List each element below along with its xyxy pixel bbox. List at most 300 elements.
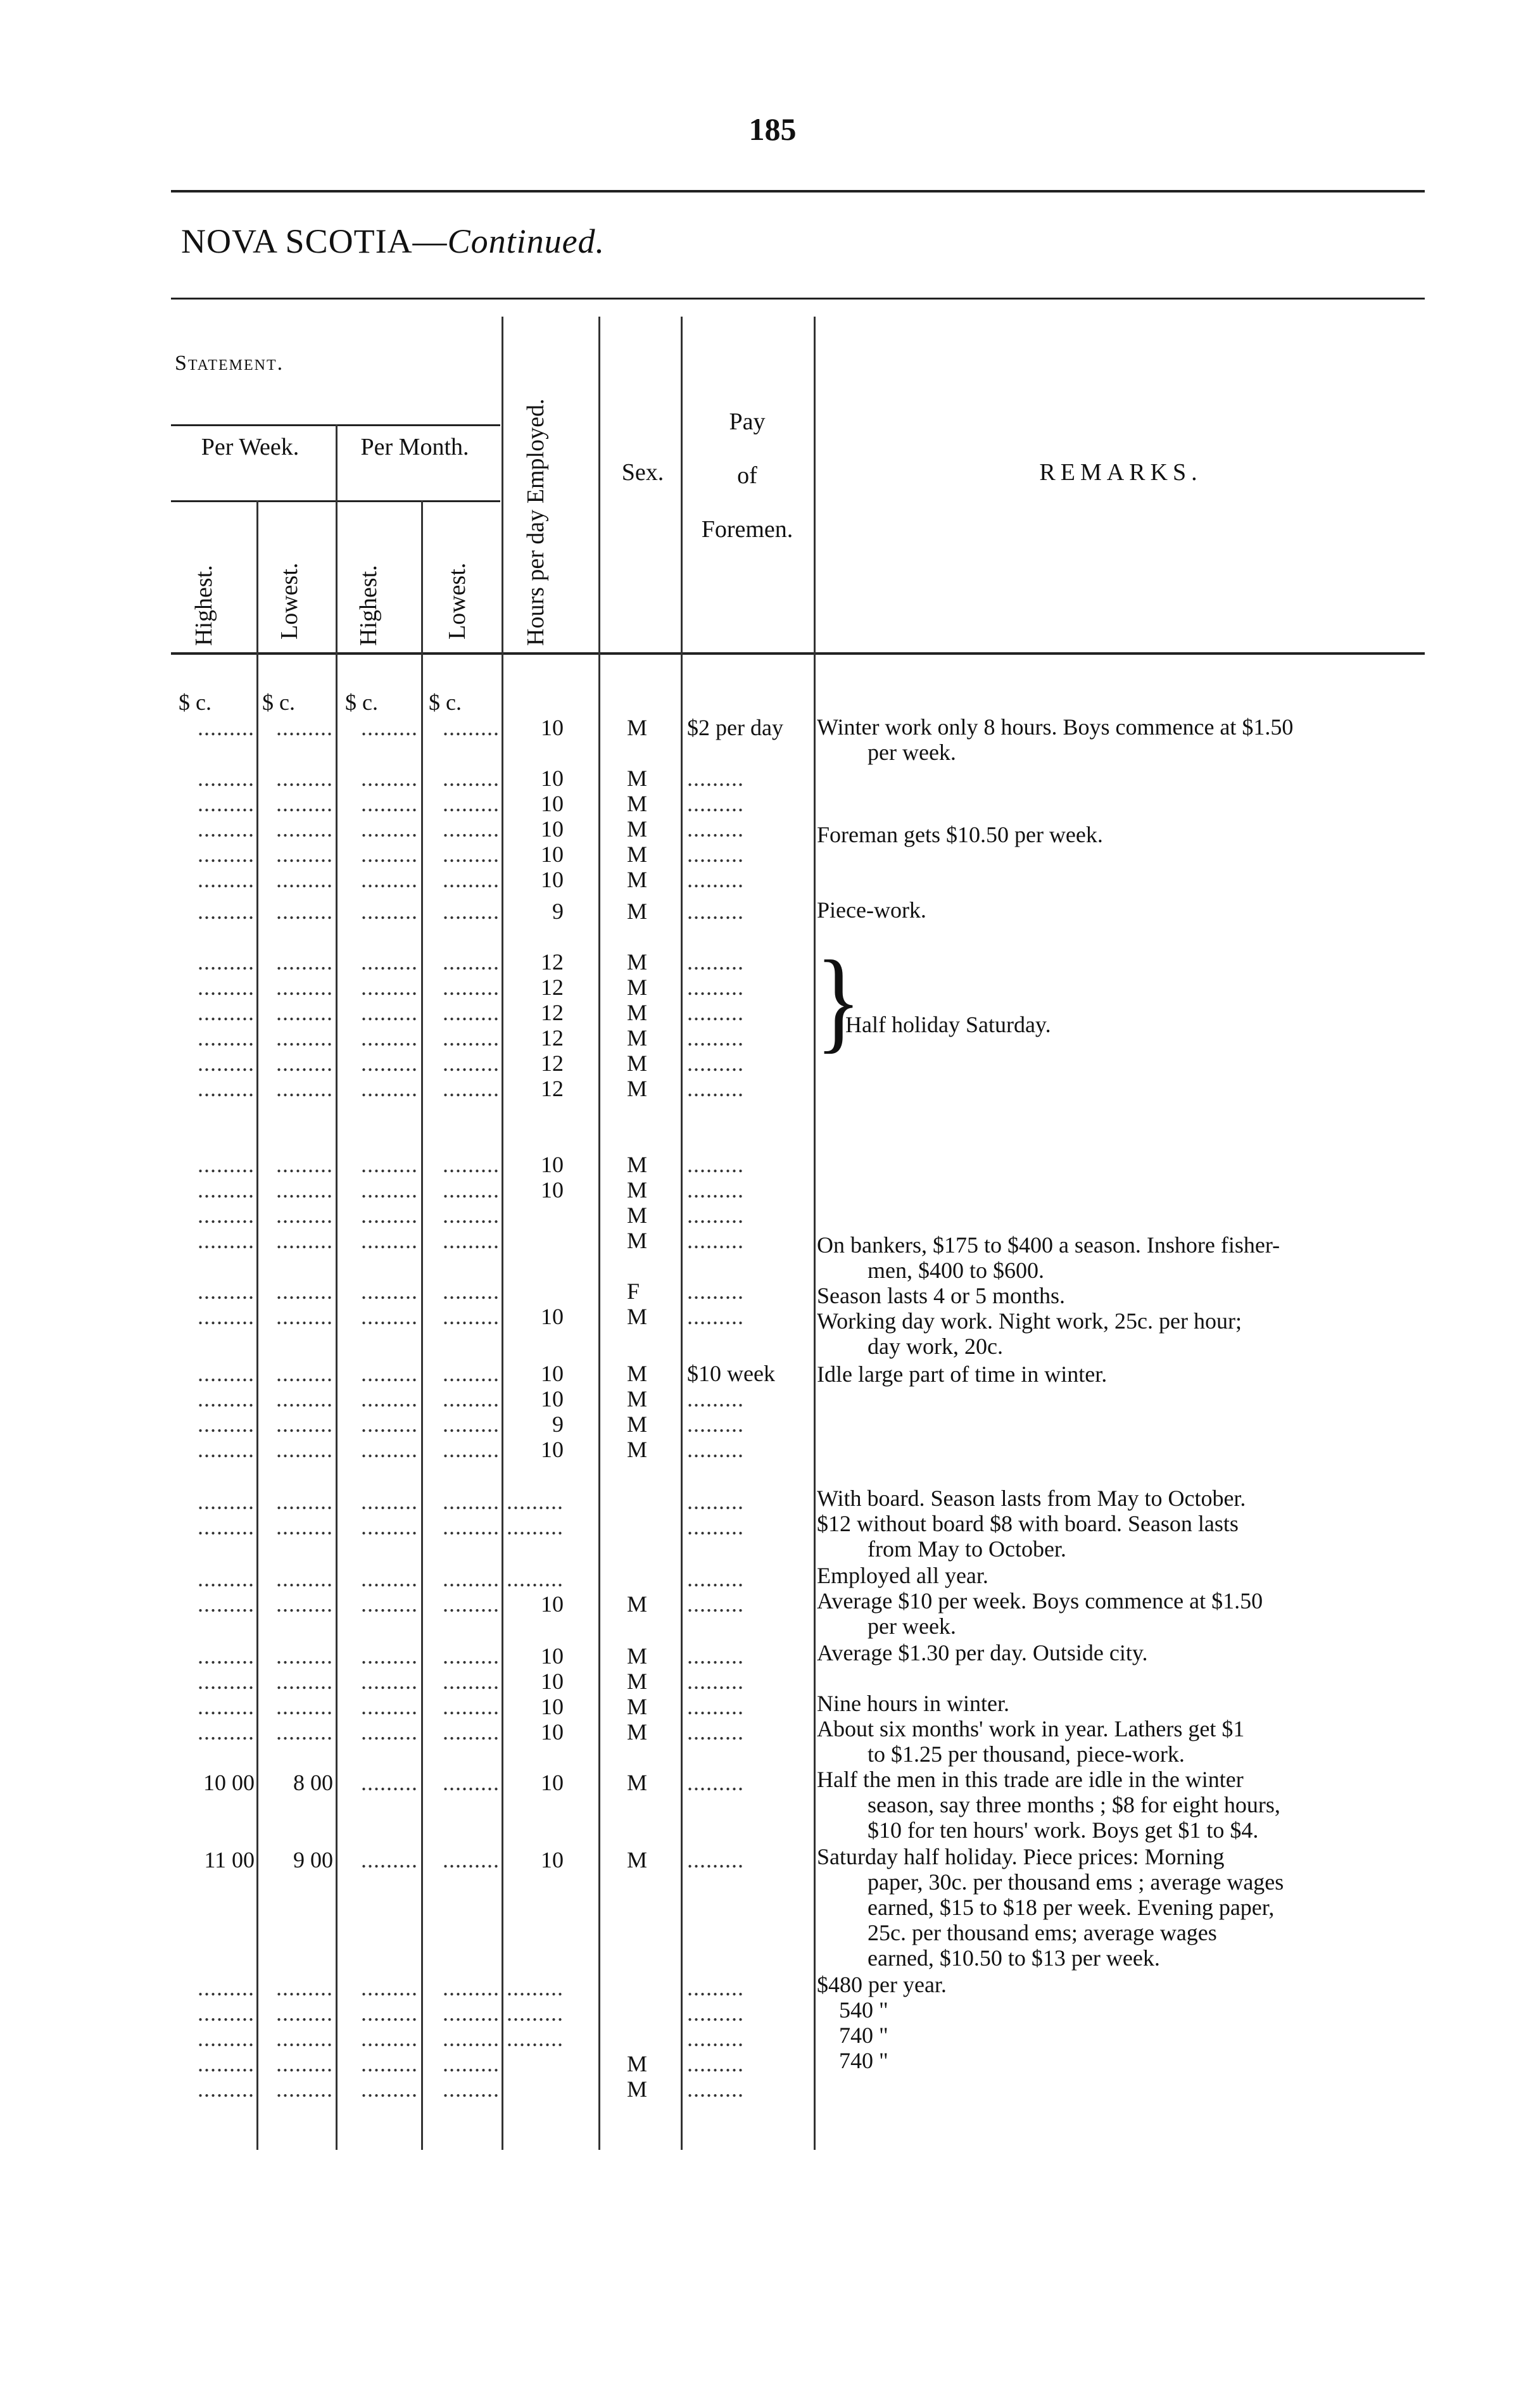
cell-sex: M (627, 1152, 648, 1177)
cell-week-low: ......... (276, 899, 333, 924)
cell-month-low: ......... (443, 1669, 500, 1694)
cell-hours: 10 (541, 1177, 564, 1203)
hours-header: Hours per day Employed. (522, 398, 549, 646)
cell-month-low: ......... (443, 1566, 500, 1591)
cell-foremen: ......... (687, 1386, 744, 1412)
cell-month-high: ......... (361, 2076, 418, 2102)
cell-month-high: ......... (361, 975, 418, 1000)
cell-hours: 12 (541, 1000, 564, 1025)
cell-hours: ......... (507, 2000, 564, 2026)
cell-week-low: ......... (276, 766, 333, 791)
cell-month-low: ......... (443, 1975, 500, 2000)
cell-hours: 9 (552, 899, 564, 924)
cell-week-low: ......... (276, 791, 333, 816)
col-rule-5 (598, 317, 600, 2150)
remark: Nine hours in winter. (817, 1691, 1009, 1716)
cell-month-high: ......... (361, 816, 418, 842)
cell-sex: M (627, 1000, 648, 1025)
cell-hours: 10 (541, 791, 564, 816)
cell-hours: 10 (541, 1770, 564, 1795)
sex-header: Sex. (621, 459, 664, 486)
cell-foremen: ......... (687, 1669, 744, 1694)
cell-hours: ......... (507, 1514, 564, 1539)
cell-week-high: ......... (198, 2026, 255, 2051)
bracket: } (816, 937, 861, 1064)
cell-month-low: ......... (443, 949, 500, 975)
cell-month-high: ......... (361, 1694, 418, 1719)
cell-month-high: ......... (361, 1361, 418, 1386)
cell-month-high: ......... (361, 1279, 418, 1304)
page-title: NOVA SCOTIA—Continued. (181, 222, 605, 260)
cell-foremen: ......... (687, 1412, 744, 1437)
pay-foremen-header-1: Pay (729, 408, 766, 435)
cell-week-high: ......... (198, 867, 255, 892)
cell-month-low: ......... (443, 1643, 500, 1669)
col-rule-6 (681, 317, 683, 2150)
cell-foremen: ......... (687, 1514, 744, 1539)
cell-month-low: ......... (443, 2051, 500, 2076)
cell-sex: M (627, 1177, 648, 1203)
cell-hours: 10 (541, 766, 564, 791)
cell-foremen: ......... (687, 1279, 744, 1304)
cell-month-high: ......... (361, 1025, 418, 1051)
cell-sex: M (627, 1770, 648, 1795)
cell-sex: M (627, 949, 648, 975)
cell-month-high: ......... (361, 842, 418, 867)
per-month-header: Per Month. (360, 434, 469, 460)
col-rule-3 (421, 500, 423, 2150)
cell-week-high: ......... (198, 2076, 255, 2102)
remark: $12 without board $8 with board. Season lasts from May to October. (817, 1511, 1239, 1562)
cell-week-high: ......... (198, 2000, 255, 2026)
cell-week-high: ......... (198, 1361, 255, 1386)
cell-hours: 10 (541, 1643, 564, 1669)
cell-week-high: ......... (198, 816, 255, 842)
cell-foremen: ......... (687, 766, 744, 791)
cell-week-high: ......... (198, 1025, 255, 1051)
cell-sex: M (627, 1386, 648, 1412)
remark: Working day work. Night work, 25c. per hour; day work, 20c. (817, 1308, 1242, 1359)
cell-month-high: ......... (361, 1489, 418, 1514)
cell-week-high: ......... (198, 1412, 255, 1437)
cell-week-low: ......... (276, 949, 333, 975)
cell-week-low: ......... (276, 1591, 333, 1617)
cell-month-low: ......... (443, 1025, 500, 1051)
cell-week-low: ......... (276, 1566, 333, 1591)
remark: Average $10 per week. Boys commence at $1.50 per week. (817, 1588, 1263, 1639)
cell-month-low: ......... (443, 1279, 500, 1304)
cell-foremen: ......... (687, 1643, 744, 1669)
cell-sex: M (627, 1669, 648, 1694)
cell-foremen: ......... (687, 1770, 744, 1795)
cell-sex: M (627, 1228, 648, 1253)
cell-month-high: ......... (361, 2026, 418, 2051)
page-number: 185 (748, 111, 797, 147)
cell-month-high: ......... (361, 1051, 418, 1076)
cell-week-high: ......... (198, 842, 255, 867)
month-lowest-header: Lowest. (444, 562, 470, 640)
cell-week-high: ......... (198, 1975, 255, 2000)
cell-week-high: ......... (198, 2051, 255, 2076)
cell-foremen: ......... (687, 1025, 744, 1051)
cell-month-high: ......... (361, 1566, 418, 1591)
pay-foremen-header-2: of (737, 462, 757, 489)
unit-month-high: $ c. (345, 690, 378, 715)
remark: Average $1.30 per day. Outside city. (817, 1640, 1148, 1665)
title-rule (171, 298, 1425, 300)
cell-sex: M (627, 1437, 648, 1462)
remark: Saturday half holiday. Piece prices: Morning paper, 30c. per thousand ems ; average wages earned, $15 to $18 per week. Evening paper, 25c. per thousand ems; average wages earned, $10.50 to $13 per week. (817, 1844, 1284, 1971)
cell-foremen: ......... (687, 1489, 744, 1514)
cell-week-low: ......... (276, 1719, 333, 1745)
cell-hours: 10 (541, 1361, 564, 1386)
cell-month-high: ......... (361, 1228, 418, 1253)
cell-week-high: 10 00 (203, 1770, 255, 1795)
cell-month-low: ......... (443, 975, 500, 1000)
cell-week-low: ......... (276, 2051, 333, 2076)
cell-week-high: ......... (198, 1719, 255, 1745)
cell-week-high: ......... (198, 1076, 255, 1101)
cell-week-low: ......... (276, 1489, 333, 1514)
cell-hours: 10 (541, 1694, 564, 1719)
cell-foremen: ......... (687, 1000, 744, 1025)
cell-week-high: ......... (198, 1669, 255, 1694)
cell-week-high: ......... (198, 975, 255, 1000)
cell-month-high: ......... (361, 766, 418, 791)
cell-hours: 12 (541, 1051, 564, 1076)
cell-month-low: ......... (443, 2076, 500, 2102)
cell-week-low: ......... (276, 867, 333, 892)
cell-foremen: ......... (687, 1975, 744, 2000)
cell-week-low: ......... (276, 1203, 333, 1228)
cell-foremen: ......... (687, 2076, 744, 2102)
header-bottom-rule (171, 652, 1425, 655)
cell-sex: M (627, 1694, 648, 1719)
cell-week-high: ......... (198, 899, 255, 924)
cell-month-high: ......... (361, 715, 418, 740)
remark: 740 " (839, 2048, 888, 2073)
top-rule (171, 190, 1425, 193)
cell-hours: 12 (541, 1025, 564, 1051)
cell-month-high: ......... (361, 791, 418, 816)
cell-hours: 12 (541, 1076, 564, 1101)
cell-week-high: ......... (198, 1694, 255, 1719)
cell-month-low: ......... (443, 1304, 500, 1329)
cell-month-low: ......... (443, 1437, 500, 1462)
unit-month-low: $ c. (429, 690, 462, 715)
cell-month-low: ......... (443, 715, 500, 740)
cell-month-high: ......... (361, 1975, 418, 2000)
cell-foremen: ......... (687, 1152, 744, 1177)
cell-foremen: ......... (687, 842, 744, 867)
cell-week-low: ......... (276, 1514, 333, 1539)
cell-hours: 10 (541, 867, 564, 892)
cell-month-low: ......... (443, 1694, 500, 1719)
cell-foremen: ......... (687, 1591, 744, 1617)
cell-week-low: ......... (276, 1669, 333, 1694)
cell-week-high: ......... (198, 949, 255, 975)
remark: Half holiday Saturday. (845, 1012, 1051, 1037)
cell-hours: 9 (552, 1412, 564, 1437)
cell-hours: 12 (541, 949, 564, 975)
cell-sex: M (627, 1643, 648, 1669)
cell-foremen: ......... (687, 2026, 744, 2051)
cell-foremen: $2 per day (687, 715, 783, 740)
cell-week-low: ......... (276, 975, 333, 1000)
cell-sex: M (627, 2076, 648, 2102)
unit-week-high: $ c. (179, 690, 211, 715)
remark: On bankers, $175 to $400 a season. Inshore fisher- men, $400 to $600. (817, 1232, 1280, 1283)
cell-month-low: ......... (443, 1514, 500, 1539)
cell-sex: M (627, 867, 648, 892)
cell-foremen: ......... (687, 1203, 744, 1228)
cell-foremen: ......... (687, 1437, 744, 1462)
cell-month-low: ......... (443, 1719, 500, 1745)
cell-week-high: ......... (198, 1437, 255, 1462)
cell-month-high: ......... (361, 1076, 418, 1101)
remark: Employed all year. (817, 1563, 988, 1588)
cell-foremen: ......... (687, 899, 744, 924)
cell-week-low: ......... (276, 1386, 333, 1412)
cell-month-low: ......... (443, 1412, 500, 1437)
remark: 740 " (839, 2023, 888, 2048)
remarks-header: REMARKS. (1039, 459, 1202, 486)
cell-week-low: ......... (276, 1025, 333, 1051)
cell-hours: 10 (541, 842, 564, 867)
cell-month-low: ......... (443, 1489, 500, 1514)
cell-sex: M (627, 1412, 648, 1437)
cell-sex: M (627, 715, 648, 740)
cell-month-high: ......... (361, 1437, 418, 1462)
cell-month-high: ......... (361, 1591, 418, 1617)
cell-week-low: ......... (276, 1177, 333, 1203)
cell-sex: M (627, 816, 648, 842)
cell-month-high: ......... (361, 2000, 418, 2026)
cell-hours: 10 (541, 1847, 564, 1873)
cell-month-high: ......... (361, 1152, 418, 1177)
cell-foremen: ......... (687, 1304, 744, 1329)
cell-sex: M (627, 1591, 648, 1617)
cell-week-low: ......... (276, 1643, 333, 1669)
cell-month-high: ......... (361, 899, 418, 924)
cell-month-low: ......... (443, 1228, 500, 1253)
cell-month-high: ......... (361, 1412, 418, 1437)
cell-week-high: ......... (198, 1177, 255, 1203)
remark: $480 per year. (817, 1972, 947, 1997)
cell-month-high: ......... (361, 1847, 418, 1873)
cell-month-high: ......... (361, 1203, 418, 1228)
statement-header: Statement. (175, 351, 284, 375)
cell-hours: 10 (541, 1304, 564, 1329)
cell-week-high: ......... (198, 1643, 255, 1669)
cell-week-low: ......... (276, 1228, 333, 1253)
cell-sex: M (627, 1304, 648, 1329)
cell-week-low: ......... (276, 1437, 333, 1462)
cell-foremen: ......... (687, 791, 744, 816)
cell-week-low: ......... (276, 1304, 333, 1329)
cell-month-high: ......... (361, 1643, 418, 1669)
cell-hours: ......... (507, 1489, 564, 1514)
cell-foremen: ......... (687, 1694, 744, 1719)
cell-foremen: ......... (687, 2051, 744, 2076)
col-rule-4 (502, 317, 503, 2150)
cell-month-high: ......... (361, 1386, 418, 1412)
cell-month-low: ......... (443, 899, 500, 924)
cell-foremen: ......... (687, 1177, 744, 1203)
cell-month-low: ......... (443, 766, 500, 791)
cell-week-high: ......... (198, 715, 255, 740)
cell-month-low: ......... (443, 842, 500, 867)
cell-week-high: ......... (198, 1051, 255, 1076)
cell-foremen: ......... (687, 949, 744, 975)
cell-month-low: ......... (443, 1076, 500, 1101)
cell-sex: M (627, 1051, 648, 1076)
cell-week-high: ......... (198, 1304, 255, 1329)
cell-foremen: ......... (687, 975, 744, 1000)
cell-hours: ......... (507, 1975, 564, 2000)
cell-month-low: ......... (443, 1152, 500, 1177)
cell-foremen: ......... (687, 1051, 744, 1076)
pay-foremen-header-3: Foremen. (701, 516, 793, 543)
col-rule-1 (256, 500, 258, 2150)
remark: Winter work only 8 hours. Boys commence at $1.50 per week. (817, 714, 1294, 765)
remark: Season lasts 4 or 5 months. (817, 1283, 1065, 1308)
cell-month-low: ......... (443, 1177, 500, 1203)
cell-week-low: 9 00 (293, 1847, 333, 1873)
cell-week-high: ......... (198, 766, 255, 791)
cell-hours: 10 (541, 1591, 564, 1617)
cell-month-low: ......... (443, 1361, 500, 1386)
cell-week-low: ......... (276, 2076, 333, 2102)
cell-hours: ......... (507, 1566, 564, 1591)
cell-month-low: ......... (443, 1000, 500, 1025)
cell-month-high: ......... (361, 1770, 418, 1795)
cell-week-low: ......... (276, 1076, 333, 1101)
remark: 540 " (839, 1997, 888, 2023)
col-rule-7 (814, 317, 816, 2150)
cell-week-high: ......... (198, 1152, 255, 1177)
cell-sex: M (627, 1203, 648, 1228)
cell-month-high: ......... (361, 2051, 418, 2076)
cell-sex: M (627, 1025, 648, 1051)
cell-month-high: ......... (361, 1000, 418, 1025)
cell-month-low: ......... (443, 1203, 500, 1228)
cell-week-low: ......... (276, 2026, 333, 2051)
col-rule-2 (336, 424, 338, 2150)
cell-month-low: ......... (443, 1051, 500, 1076)
cell-foremen: $10 week (687, 1361, 775, 1386)
cell-month-high: ......... (361, 1719, 418, 1745)
remark: Piece-work. (817, 897, 926, 923)
cell-month-low: ......... (443, 2000, 500, 2026)
cell-foremen: ......... (687, 816, 744, 842)
per-week-header: Per Week. (201, 434, 300, 460)
remark: About six months' work in year. Lathers get $1 to $1.25 per thousand, piece-work. (817, 1716, 1245, 1767)
cell-week-high: ......... (198, 1228, 255, 1253)
cell-week-low: ......... (276, 1694, 333, 1719)
cell-foremen: ......... (687, 1228, 744, 1253)
remark: Idle large part of time in winter. (817, 1361, 1108, 1387)
cell-month-low: ......... (443, 1847, 500, 1873)
cell-week-high: ......... (198, 791, 255, 816)
cell-hours: 12 (541, 975, 564, 1000)
cell-week-low: ......... (276, 1412, 333, 1437)
cell-week-low: ......... (276, 1051, 333, 1076)
cell-sex: M (627, 1361, 648, 1386)
cell-hours: 10 (541, 1719, 564, 1745)
cell-week-high: ......... (198, 1203, 255, 1228)
cell-month-low: ......... (443, 867, 500, 892)
unit-week-low: $ c. (262, 690, 295, 715)
cell-week-low: ......... (276, 842, 333, 867)
cell-month-low: ......... (443, 1770, 500, 1795)
cell-week-high: ......... (198, 1489, 255, 1514)
cell-hours: 10 (541, 1386, 564, 1412)
cell-sex: M (627, 1719, 648, 1745)
cell-foremen: ......... (687, 2000, 744, 2026)
cell-hours: 10 (541, 715, 564, 740)
cell-week-high: ......... (198, 1514, 255, 1539)
cell-sex: M (627, 842, 648, 867)
cell-sex: M (627, 975, 648, 1000)
cell-week-high: ......... (198, 1386, 255, 1412)
cell-week-low: ......... (276, 1000, 333, 1025)
cell-month-high: ......... (361, 1514, 418, 1539)
cell-hours: 10 (541, 816, 564, 842)
cell-week-low: ......... (276, 1279, 333, 1304)
cell-foremen: ......... (687, 1847, 744, 1873)
cell-sex: F (627, 1279, 640, 1304)
cell-week-low: ......... (276, 2000, 333, 2026)
cell-foremen: ......... (687, 1566, 744, 1591)
cell-hours: ......... (507, 2026, 564, 2051)
cell-month-high: ......... (361, 949, 418, 975)
cell-month-high: ......... (361, 1177, 418, 1203)
cell-sex: M (627, 766, 648, 791)
cell-sex: M (627, 1076, 648, 1101)
remark: With board. Season lasts from May to October. (817, 1486, 1246, 1511)
cell-week-low: ......... (276, 816, 333, 842)
month-highest-header: Highest. (355, 565, 382, 646)
cell-week-low: 8 00 (293, 1770, 333, 1795)
cell-month-low: ......... (443, 1386, 500, 1412)
cell-hours: 10 (541, 1669, 564, 1694)
remark: Foreman gets $10.50 per week. (817, 822, 1103, 847)
cell-month-low: ......... (443, 816, 500, 842)
cell-month-high: ......... (361, 1304, 418, 1329)
cell-month-high: ......... (361, 867, 418, 892)
cell-foremen: ......... (687, 1719, 744, 1745)
cell-week-low: ......... (276, 1152, 333, 1177)
cell-week-low: ......... (276, 1975, 333, 2000)
cell-month-low: ......... (443, 2026, 500, 2051)
remark: Half the men in this trade are idle in the winter season, say three months ; $8 for eight hours, $10 for ten hours' work. Boys get $1 to $4. (817, 1767, 1280, 1843)
cell-week-high: ......... (198, 1566, 255, 1591)
cell-foremen: ......... (687, 1076, 744, 1101)
cell-week-high: ......... (198, 1591, 255, 1617)
cell-sex: M (627, 2051, 648, 2076)
cell-week-high: ......... (198, 1279, 255, 1304)
cell-month-low: ......... (443, 791, 500, 816)
cell-month-low: ......... (443, 1591, 500, 1617)
cell-week-low: ......... (276, 715, 333, 740)
cell-sex: M (627, 791, 648, 816)
week-lowest-header: Lowest. (276, 562, 303, 640)
cell-sex: M (627, 1847, 648, 1873)
cell-week-high: ......... (198, 1000, 255, 1025)
cell-week-high: 11 00 (204, 1847, 255, 1873)
cell-foremen: ......... (687, 867, 744, 892)
